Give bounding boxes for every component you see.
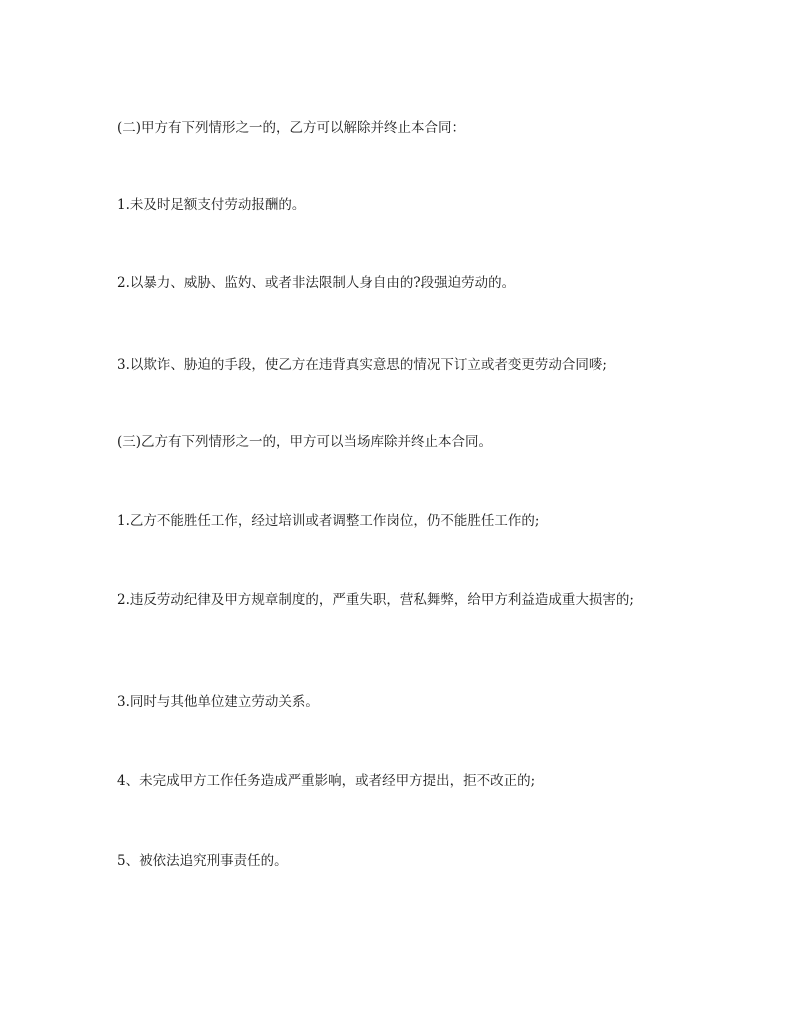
clause-item: 1.未及时足额支付劳动报酬的。 xyxy=(117,197,306,213)
section-heading-party-a-conditions: (二)甲方有下列情形之一的，乙方可以解除并终止本合同： xyxy=(117,120,466,136)
section-heading-party-b-conditions: (三)乙方有下列情形之一的，甲方可以当场库除并终止本合同。 xyxy=(117,434,493,450)
clause-item: 1.乙方不能胜任工作，经过培训或者调整工作岗位，仍不能胜任工作的; xyxy=(117,513,540,529)
clause-item: 3.以欺诈、胁迫的手段，使乙方在违背真实意思的情况下订立或者变更劳动合同嘜; xyxy=(117,357,607,373)
clause-item: 3.同时与其他单位建立劳动关系。 xyxy=(117,694,319,710)
clause-item: 2.违反劳动纪律及甲方规章制度的，严重失职，营私舞弊，给甲方利益造成重大损害的; xyxy=(117,592,634,608)
clause-item: 4、未完成甲方工作任务造成严重影响，或者经甲方提出，拒不改正的; xyxy=(117,773,536,789)
clause-item: 2.以暴力、威胁、监妁、或者非法限制人身自由的?段强迫劳动的。 xyxy=(117,275,516,291)
clause-item: 5、被依法追究刑事责任的。 xyxy=(117,853,288,869)
